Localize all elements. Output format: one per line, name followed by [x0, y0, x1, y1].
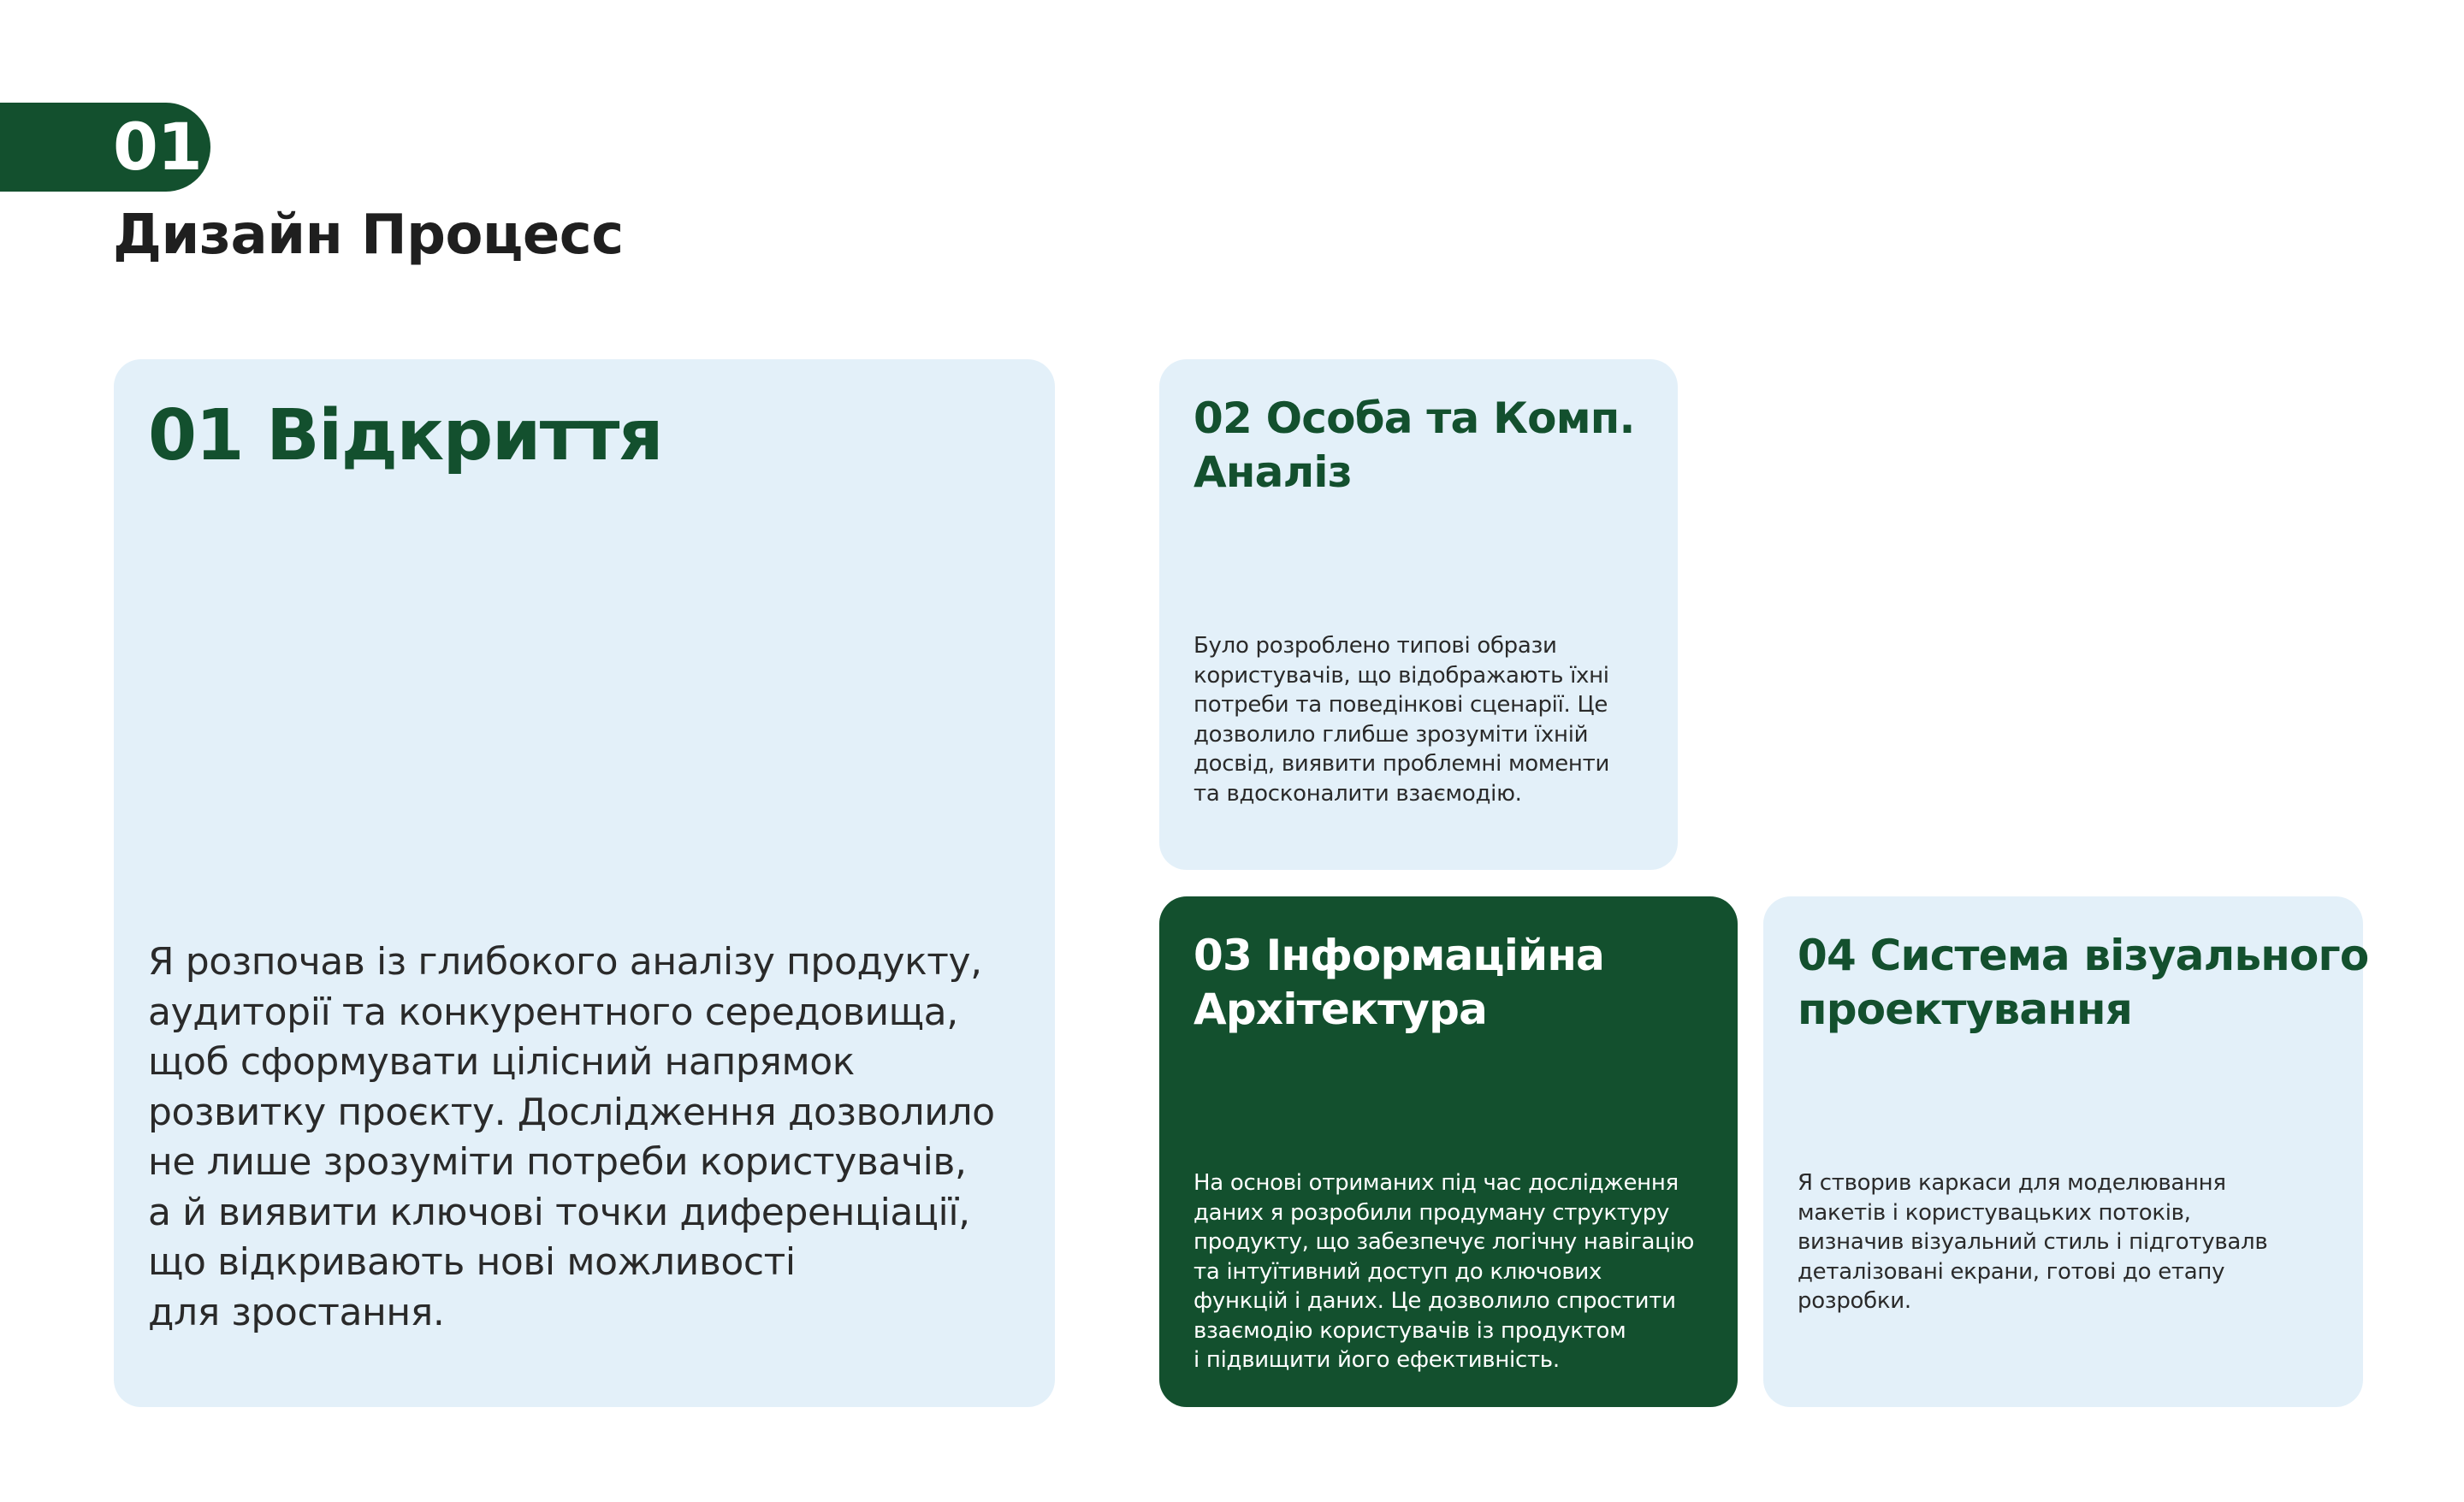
card-text-line: функцій і даних. Це дозволило спростити [1194, 1288, 1676, 1314]
card-title [1194, 929, 1707, 1037]
card-text-line: аудиторії та конкурентного середовища, [148, 990, 958, 1034]
card-discovery [114, 359, 1055, 1407]
card-text-line: щоб сформувати цілісний напрямок [148, 1040, 855, 1084]
card-title [1798, 929, 2369, 1037]
card-text-line: розробки. [1798, 1288, 1911, 1314]
card-text-line: що відкривають нові можливості [148, 1240, 796, 1284]
card-text-line: Було розроблено типові образи [1194, 633, 1557, 659]
card-text-line: та вдосконалити взаємодію. [1194, 780, 1522, 807]
card-text-line: не лише зрозуміти потреби користувачів, [148, 1140, 967, 1184]
card-description [1194, 631, 1638, 808]
card-title-line: 03 Інформаційна [1194, 931, 1605, 980]
card-title-line: 04 Система візуального [1798, 931, 2369, 980]
card-text-line: для зростання. [148, 1290, 445, 1334]
card-text-line: та інтуїтивний доступ до ключових [1194, 1258, 1602, 1285]
card-description [1798, 1168, 2311, 1316]
card-text-line: потреби та поведінкові сценарії. Це [1194, 692, 1608, 718]
card-text-line: розвитку проєкту. Дослідження дозволило [148, 1090, 995, 1134]
card-text-line: визначив візуальний стиль і підготувалв [1798, 1229, 2268, 1255]
card-text-line: макетів і користувацьких потоків, [1798, 1199, 2191, 1226]
card-text-line: Я створив каркаси для моделювання [1798, 1170, 2226, 1196]
card-persona-analysis [1159, 359, 1678, 870]
card-text-line: Я розпочав із глибокого аналізу продукту, [148, 940, 982, 984]
card-visual-design-system [1763, 896, 2369, 1407]
card-text-line: даних я розробили продуману структуру [1194, 1199, 1670, 1226]
card-title-line: проектування [1798, 985, 2133, 1034]
card-text-line: і підвищити його ефективність. [1194, 1347, 1560, 1373]
section-number-badge [0, 103, 210, 192]
card-text-line: взаємодію користувачів із продуктом [1194, 1317, 1626, 1344]
card-title-line: Аналіз [1194, 447, 1352, 497]
card-text-line: дозволило глибше зрозуміти їхній [1194, 721, 1589, 748]
card-text-line: досвід, виявити проблемні моменти [1194, 751, 1610, 777]
card-text-line: деталізовані екрани, готові до етапу [1798, 1258, 2225, 1285]
card-text-line: На основі отриманих під час дослідження [1194, 1170, 1679, 1196]
card-text-line: а й виявити ключові точки диференціації, [148, 1190, 970, 1234]
card-title-line: 02 Особа та Комп. [1194, 393, 1635, 443]
card-information-architecture [1159, 896, 1738, 1407]
page-title: Дизайн Процесс [113, 204, 624, 267]
card-text-line: продукту, що забезпечує логічну навігацію [1194, 1229, 1695, 1255]
card-title [1194, 392, 1656, 500]
card-text-line: користувачів, що відображають їхні [1194, 662, 1609, 689]
card-title: 01 Відкриття [148, 395, 663, 476]
card-title-line: Архітектура [1194, 985, 1488, 1034]
card-description [1194, 1168, 1715, 1375]
card-description [148, 937, 1029, 1338]
section-number: 01 [113, 109, 202, 185]
